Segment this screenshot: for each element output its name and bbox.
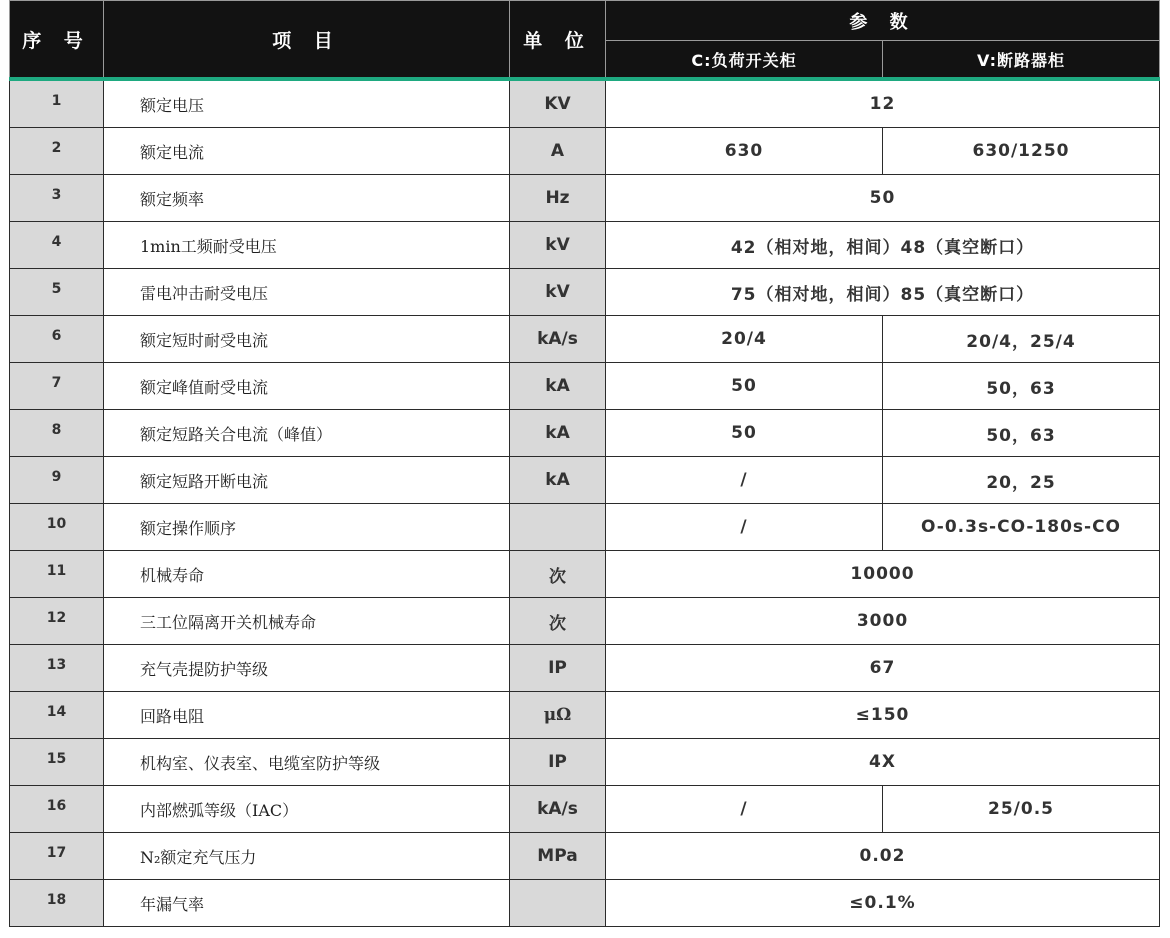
row-value: 10000 xyxy=(606,551,1160,598)
row-value-v: O-0.3s-CO-180s-CO xyxy=(883,504,1160,551)
row-number: 15 xyxy=(10,739,104,786)
row-value-v: 630/1250 xyxy=(883,128,1160,175)
table-row xyxy=(10,645,1160,692)
row-unit: KV xyxy=(510,79,606,128)
row-value-c: / xyxy=(606,504,883,551)
row-unit: kV xyxy=(510,269,606,316)
row-number: 2 xyxy=(10,128,104,175)
table-row xyxy=(10,175,1160,222)
table-row xyxy=(10,551,1160,598)
row-item: 额定电流 xyxy=(104,128,510,175)
row-number: 16 xyxy=(10,786,104,833)
table-row xyxy=(10,598,1160,645)
row-value: 3000 xyxy=(606,598,1160,645)
row-value: 0.02 xyxy=(606,833,1160,880)
row-unit: kA xyxy=(510,363,606,410)
table-row xyxy=(10,833,1160,880)
row-unit: IP xyxy=(510,739,606,786)
row-number: 4 xyxy=(10,222,104,269)
row-item: 机械寿命 xyxy=(104,551,510,598)
row-number: 12 xyxy=(10,598,104,645)
header-no: 序 号 xyxy=(10,1,104,80)
row-item: 三工位隔离开关机械寿命 xyxy=(104,598,510,645)
row-number: 6 xyxy=(10,316,104,363)
row-number: 1 xyxy=(10,79,104,128)
row-unit: μΩ xyxy=(510,692,606,739)
row-item: 额定电压 xyxy=(104,79,510,128)
table-body xyxy=(10,79,1160,927)
row-item: 回路电阻 xyxy=(104,692,510,739)
row-value-c: 50 xyxy=(606,363,883,410)
row-item: 年漏气率 xyxy=(104,880,510,927)
row-unit xyxy=(510,880,606,927)
row-number: 5 xyxy=(10,269,104,316)
row-unit: kA xyxy=(510,410,606,457)
table-row xyxy=(10,222,1160,269)
table-row xyxy=(10,692,1160,739)
spec-table-container xyxy=(9,0,1159,927)
row-number: 13 xyxy=(10,645,104,692)
row-value-v: 25/0.5 xyxy=(883,786,1160,833)
header-unit: 单 位 xyxy=(510,1,606,80)
row-item: 额定操作顺序 xyxy=(104,504,510,551)
row-value-c: / xyxy=(606,786,883,833)
row-item: 充气壳提防护等级 xyxy=(104,645,510,692)
row-value: 50 xyxy=(606,175,1160,222)
header-col-c: C:负荷开关柜 xyxy=(606,41,883,79)
row-number: 10 xyxy=(10,504,104,551)
row-item: 机构室、仪表室、电缆室防护等级 xyxy=(104,739,510,786)
row-unit: MPa xyxy=(510,833,606,880)
row-item: 额定短时耐受电流 xyxy=(104,316,510,363)
table-header xyxy=(10,1,1160,80)
row-number: 8 xyxy=(10,410,104,457)
row-value: ≤150 xyxy=(606,692,1160,739)
row-value-v: 50，63 xyxy=(883,363,1160,410)
row-value: 67 xyxy=(606,645,1160,692)
row-value-v: 20，25 xyxy=(883,457,1160,504)
row-number: 3 xyxy=(10,175,104,222)
table-row xyxy=(10,410,1160,457)
row-number: 14 xyxy=(10,692,104,739)
row-value: 75（相对地，相间）85（真空断口） xyxy=(606,269,1160,316)
table-row xyxy=(10,880,1160,927)
row-number: 11 xyxy=(10,551,104,598)
row-number: 17 xyxy=(10,833,104,880)
table-row xyxy=(10,269,1160,316)
row-item: 额定短路开断电流 xyxy=(104,457,510,504)
row-unit: kV xyxy=(510,222,606,269)
row-unit: IP xyxy=(510,645,606,692)
row-number: 9 xyxy=(10,457,104,504)
row-item: 雷电冲击耐受电压 xyxy=(104,269,510,316)
row-unit: kA/s xyxy=(510,316,606,363)
row-number: 18 xyxy=(10,880,104,927)
row-value: 4X xyxy=(606,739,1160,786)
table-row xyxy=(10,363,1160,410)
table-row xyxy=(10,504,1160,551)
row-value-v: 20/4，25/4 xyxy=(883,316,1160,363)
row-item: 1min工频耐受电压 xyxy=(104,222,510,269)
row-value-c: 630 xyxy=(606,128,883,175)
header-params: 参 数 xyxy=(606,1,1160,41)
row-value: ≤0.1% xyxy=(606,880,1160,927)
header-item: 项 目 xyxy=(104,1,510,80)
row-unit: kA/s xyxy=(510,786,606,833)
row-unit: A xyxy=(510,128,606,175)
row-value: 42（相对地，相间）48（真空断口） xyxy=(606,222,1160,269)
row-value-v: 50，63 xyxy=(883,410,1160,457)
table-row xyxy=(10,79,1160,128)
table-row xyxy=(10,786,1160,833)
row-unit: Hz xyxy=(510,175,606,222)
spec-table xyxy=(9,0,1160,927)
table-row xyxy=(10,316,1160,363)
row-item: 内部燃弧等级（IAC） xyxy=(104,786,510,833)
row-unit: 次 xyxy=(510,551,606,598)
row-item: N₂额定充气压力 xyxy=(104,833,510,880)
row-value-c: 20/4 xyxy=(606,316,883,363)
table-row xyxy=(10,128,1160,175)
header-col-v: V:断路器柜 xyxy=(883,41,1160,79)
table-row xyxy=(10,739,1160,786)
row-unit: kA xyxy=(510,457,606,504)
row-unit: 次 xyxy=(510,598,606,645)
row-value-c: 50 xyxy=(606,410,883,457)
row-item: 额定峰值耐受电流 xyxy=(104,363,510,410)
table-row xyxy=(10,457,1160,504)
row-value-c: / xyxy=(606,457,883,504)
row-number: 7 xyxy=(10,363,104,410)
row-item: 额定频率 xyxy=(104,175,510,222)
row-unit xyxy=(510,504,606,551)
row-item: 额定短路关合电流（峰值） xyxy=(104,410,510,457)
row-value: 12 xyxy=(606,79,1160,128)
